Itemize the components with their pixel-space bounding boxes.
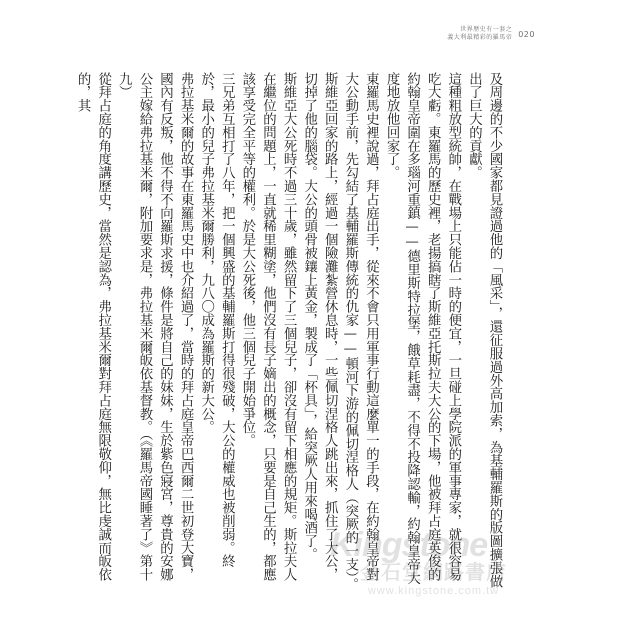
paragraph: 弗拉基米爾的故事在東羅馬史中也介紹過了，當時的拜占庭皇帝巴西爾二世初登大寶，國內有反叛，他不得不向羅斯求援，條件是將自己的妹妹，生於紫色寢宮，尊貴的安娜公主嫁給弗拉基米爾，附加要求是，弗拉基米爾皈依基督教。（《羅馬帝國睡著了》第十九） — [116, 72, 194, 582]
running-title-line-1: 世界歷史有一套之 — [460, 26, 513, 33]
vertical-text-body — [75, 72, 504, 592]
running-title-line-2: 義大利最精彩的羅馬帝 — [447, 34, 513, 41]
paragraph: 這種粗放型統帥，在戰場上只能佔一時的便宜，一旦碰上學院派的軍事專家，就很容易吃大虧。東羅馬的歷史裡，老揚搞瞎了斯維亞托斯拉夫大公的下場，他被拜占庭英俊的約翰皇帝圍在多瑙河重鎮——德里斯特拉堡，餓草耗盡，不得不投降認輸，約翰皇帝大度地放他回家了。 — [384, 72, 461, 585]
paragraph: 及周邊的不少國家都見證過他的「風采」，還征服過外高加索，為基輔羅斯的版圖擴張做出了巨大的貢獻。 — [466, 72, 502, 588]
watermark-url: www.kingstone.com.tw — [367, 585, 500, 597]
watermark-logo: Kingstone — [330, 526, 488, 564]
page-number: 020 — [518, 29, 535, 39]
running-title — [447, 26, 512, 42]
paragraph: 從拜占庭的角度講歷史，當然是認為，弗拉基米爾對拜占庭無限敬仰，無比虔誠而皈依的，其 — [75, 72, 111, 582]
page-header — [447, 26, 535, 42]
watermark-store-name: 金石堂網路書店 — [360, 560, 507, 584]
paragraph: 東羅馬史裡說過，拜占庭出手，從來不會只用軍事行動這麼單一的手段，在約翰皇帝對大公動手前，先勾結了基輔羅斯傳統的仇家——頓河下游的佩切涅格人（突厥的一支）。斯維亞回家的路上，經過一個險灘紮營休息時，一些佩切涅格人跳出來，抓住了大公，切掉了他的腦袋。大公的頭骨被鑲上黃金，製成了「杯具」，給突厥人用來喝酒了。 — [301, 72, 379, 592]
paragraph: 三兄弟互相打了八年，把一個興盛的基輔羅斯打得很殘破，大公的權威也被削弱。終於，最小的兒子弗拉基米爾勝利，九八〇成為羅斯的新大公。 — [198, 72, 235, 568]
paragraph: 斯維亞大公死時不過三十歲，雖然留下了三個兒子，卻沒有留下相應的規矩。斯拉夫人在繼位的問題上，一直就稀里糊塗，他們沒有長子嫡出的概念，只要是自己生的，都應該享受完全平等的權利。於是大公死後，他三個兒子開始爭位。 — [239, 72, 297, 582]
